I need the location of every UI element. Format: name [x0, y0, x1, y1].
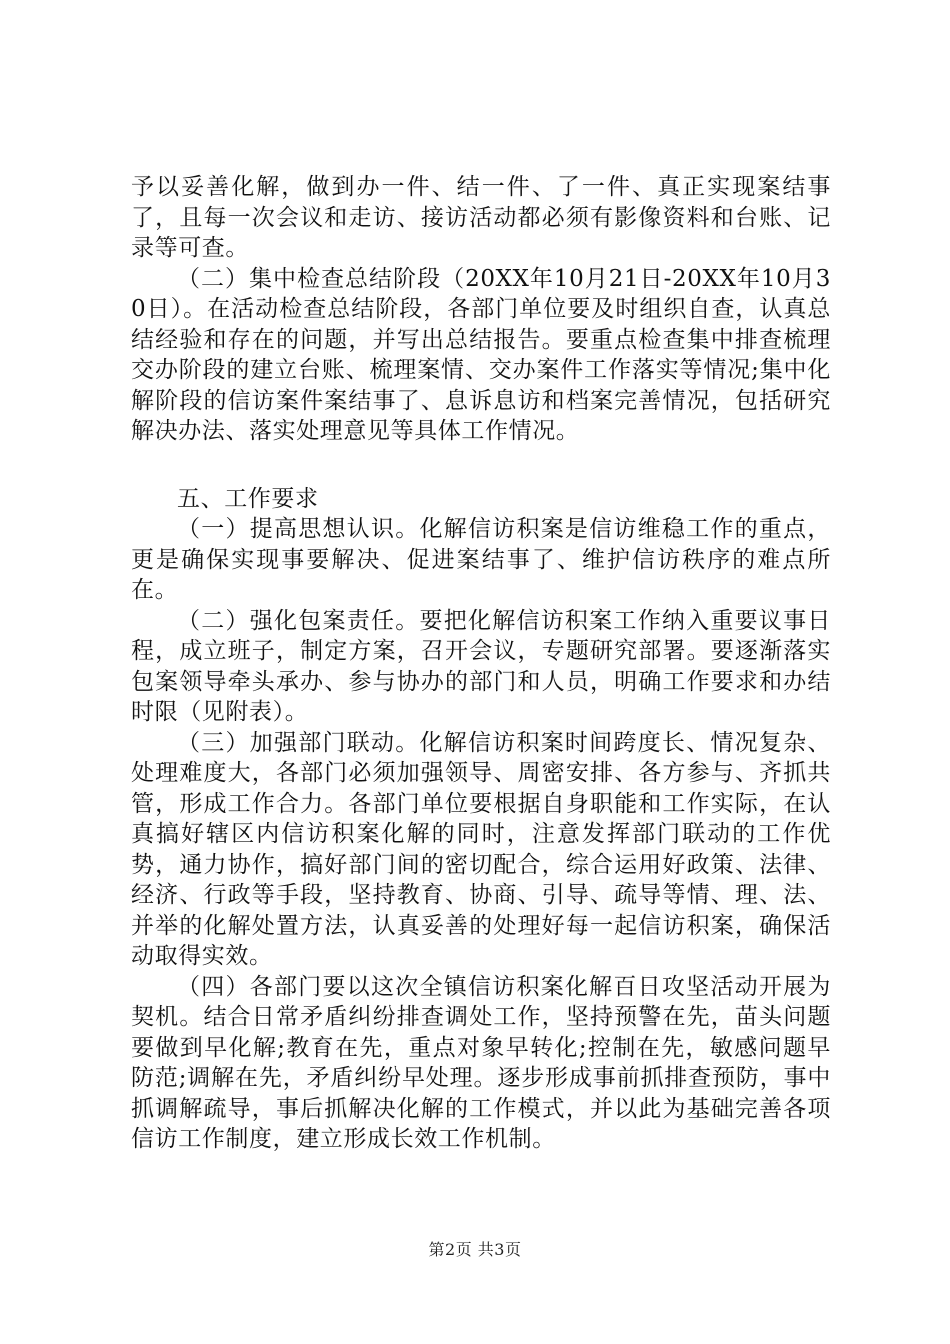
paragraph-requirement-3: （三）加强部门联动。化解信访积案时间跨度长、情况复杂、处理难度大，各部门必须加强领导、周密安排、各方参与、齐抓共管，形成工作合力。各部门单位要根据自身职能和工作实际，在认真搞好辖区内信访积案化解的同时，注意发挥部门联动的工作优势，通力协作，搞好部门间的密切配合，综合运用好政策、法律、经济、行政等手段，坚持教育、协商、引导、疏导等情、理、法、并举的化解处置方法，认真妥善的处理好每一起信访积案，确保活动取得实效。: [131, 729, 831, 969]
paragraph-summary-stage: （二）集中检查总结阶段（20XX年10月21日-20XX年10月30日）。在活动检查总结阶段，各部门单位要及时组织自查，认真总结经验和存在的问题，并写出总结报告。要重点检查集中排查梳理交办阶段的建立台账、梳理案情、交办案件工作落实等情况;集中化解阶段的信访案件案结事了、息诉息访和档案完善情况，包括研究解决办法、落实处理意见等具体工作情况。: [131, 265, 831, 444]
page-number-footer: 第2页 共3页: [428, 1240, 522, 1259]
paragraph-requirement-2: （二）强化包案责任。要把化解信访积案工作纳入重要议事日程，成立班子，制定方案，召开会议，专题研究部署。要逐渐落实包案领导牵头承办、参与协办的部门和人员，明确工作要求和办结时限（见附表）。: [131, 607, 831, 725]
paragraph-requirement-1: （一）提高思想认识。化解信访积案是信访维稳工作的重点，更是确保实现事要解决、促进案结事了、维护信访秩序的难点所在。: [131, 516, 831, 603]
paragraph-requirement-4: （四）各部门要以这次全镇信访积案化解百日攻坚活动开展为契机。结合日常矛盾纠纷排查调处工作，坚持预警在先，苗头问题要做到早化解;教育在先，重点对象早转化;控制在先，敏感问题早防范;调解在先，矛盾纠纷早处理。逐步形成事前抓排查预防，事中抓调解疏导，事后抓解决化解的工作模式，并以此为基础完善各项信访工作制度，建立形成长效工作机制。: [131, 973, 831, 1152]
section-spacer: [131, 447, 831, 484]
paragraph-continuation: 予以妥善化解，做到办一件、结一件、了一件、真正实现案结事了，且每一次会议和走访、接访活动都必须有影像资料和台账、记录等可查。: [131, 174, 831, 261]
section-heading-work-requirements: 五、工作要求: [177, 485, 319, 512]
document-body: [131, 172, 831, 1155]
